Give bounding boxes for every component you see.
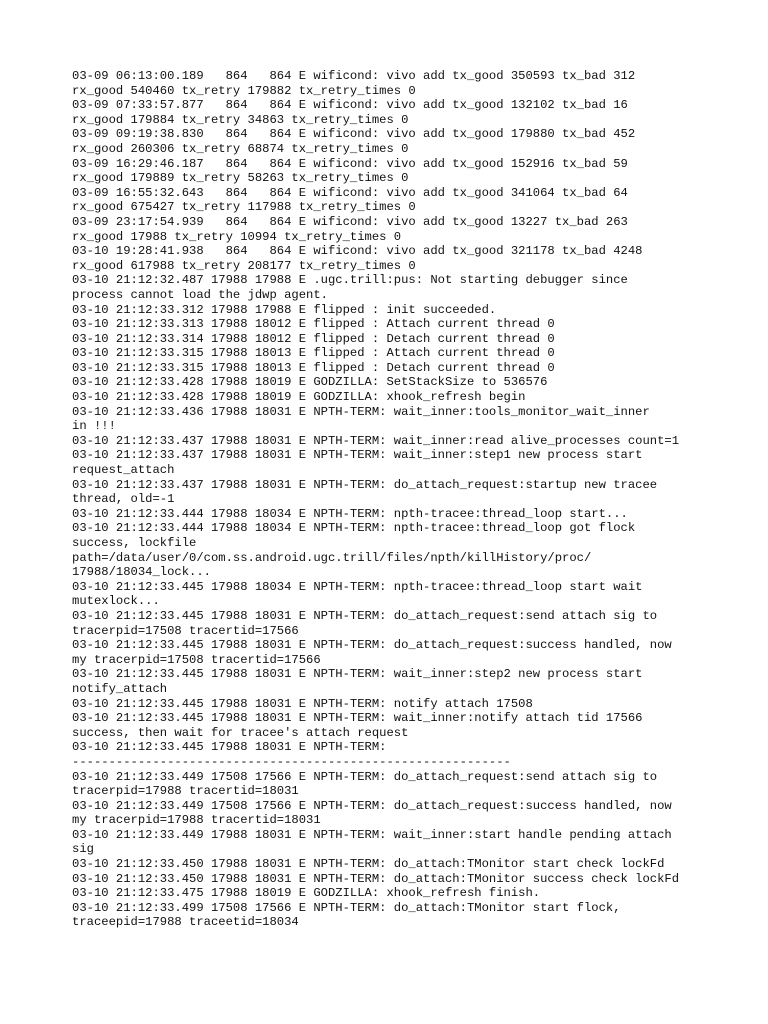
log-line: 03-10 21:12:33.449 17988 18031 E NPTH-TERM: wait_inner:start handle pending attach bbox=[72, 827, 672, 842]
log-line: 03-10 21:12:33.428 17988 18019 E GODZILLA: SetStackSize to 536576 bbox=[72, 375, 548, 390]
log-line: process cannot load the jdwp agent. bbox=[72, 287, 328, 302]
log-line: 03-10 21:12:33.450 17988 18031 E NPTH-TERM: do_attach:TMonitor start check lockFd bbox=[72, 857, 665, 872]
log-line: 03-09 23:17:54.939 864 864 E wificond: vivo add tx_good 13227 tx_bad 263 bbox=[72, 214, 628, 229]
log-line: 03-10 21:12:33.450 17988 18031 E NPTH-TERM: do_attach:TMonitor success check lockFd bbox=[72, 871, 680, 886]
log-line: 03-10 21:12:33.437 17988 18031 E NPTH-TERM: wait_inner:read alive_processes count=1 bbox=[72, 433, 680, 448]
log-line: 03-10 21:12:33.445 17988 18031 E NPTH-TERM: do_attach_request:send attach sig to bbox=[72, 608, 658, 623]
log-line: 17988/18034_lock... bbox=[72, 565, 211, 580]
log-line: rx_good 17988 tx_retry 10994 tx_retry_times 0 bbox=[72, 229, 402, 244]
log-line: sig bbox=[72, 842, 94, 857]
log-line: 03-10 21:12:33.445 17988 18031 E NPTH-TERM: wait_inner:notify attach tid 17566 bbox=[72, 711, 643, 726]
log-line: rx_good 179889 tx_retry 58263 tx_retry_times 0 bbox=[72, 171, 409, 186]
log-line: 03-10 21:12:33.449 17508 17566 E NPTH-TERM: do_attach_request:success handled, now bbox=[72, 798, 672, 813]
log-line: 03-10 21:12:33.449 17508 17566 E NPTH-TERM: do_attach_request:send attach sig to bbox=[72, 769, 658, 784]
log-line: rx_good 179884 tx_retry 34863 tx_retry_times 0 bbox=[72, 112, 409, 127]
log-line: 03-09 16:55:32.643 864 864 E wificond: vivo add tx_good 341064 tx_bad 64 bbox=[72, 185, 628, 200]
log-line: thread, old=-1 bbox=[72, 492, 175, 507]
log-line: 03-10 21:12:33.437 17988 18031 E NPTH-TERM: do_attach_request:startup new tracee bbox=[72, 477, 658, 492]
log-line: 03-10 21:12:33.445 17988 18031 E NPTH-TERM: wait_inner:step2 new process start bbox=[72, 667, 643, 682]
log-line: rx_good 260306 tx_retry 68874 tx_retry_times 0 bbox=[72, 141, 409, 156]
log-line: notify_attach bbox=[72, 681, 168, 696]
log-line: 03-10 21:12:33.475 17988 18019 E GODZILLA: xhook_refresh finish. bbox=[72, 886, 541, 901]
log-line: 03-10 21:12:33.428 17988 18019 E GODZILLA: xhook_refresh begin bbox=[72, 390, 526, 405]
log-line: 03-10 21:12:33.312 17988 17988 E flipped : init succeeded. bbox=[72, 302, 497, 317]
log-line: traceepid=17988 traceetid=18034 bbox=[72, 915, 299, 930]
log-line: 03-10 21:12:33.436 17988 18031 E NPTH-TERM: wait_inner:tools_monitor_wait_inner bbox=[72, 404, 650, 419]
log-document bbox=[72, 69, 712, 930]
log-line: 03-10 21:12:33.444 17988 18034 E NPTH-TERM: npth-tracee:thread_loop start... bbox=[72, 506, 628, 521]
log-line: ------------------------------------------------------------ bbox=[72, 754, 511, 769]
log-line: path=/data/user/0/com.ss.android.ugc.trill/files/npth/killHistory/proc/ bbox=[72, 550, 592, 565]
log-line: 03-10 21:12:33.315 17988 18013 E flipped : Detach current thread 0 bbox=[72, 360, 555, 375]
log-line: 03-10 21:12:33.445 17988 18031 E NPTH-TERM: do_attach_request:success handled, now bbox=[72, 638, 672, 653]
log-line: 03-10 21:12:33.499 17508 17566 E NPTH-TERM: do_attach:TMonitor start flock, bbox=[72, 900, 621, 915]
log-line: 03-10 21:12:33.445 17988 18031 E NPTH-TERM: bbox=[72, 740, 387, 755]
log-line: my tracerpid=17508 tracertid=17566 bbox=[72, 652, 321, 667]
log-line: 03-10 21:12:33.444 17988 18034 E NPTH-TERM: npth-tracee:thread_loop got flock bbox=[72, 521, 636, 536]
log-line: tracerpid=17988 tracertid=18031 bbox=[72, 784, 299, 799]
log-line: mutexlock... bbox=[72, 594, 160, 609]
log-line: 03-10 19:28:41.938 864 864 E wificond: vivo add tx_good 321178 tx_bad 4248 bbox=[72, 244, 643, 259]
log-line: 03-10 21:12:33.313 17988 18012 E flipped : Attach current thread 0 bbox=[72, 317, 555, 332]
log-line: success, lockfile bbox=[72, 536, 197, 550]
log-line: rx_good 675427 tx_retry 117988 tx_retry_times 0 bbox=[72, 200, 416, 215]
log-line: 03-10 21:12:32.487 17988 17988 E .ugc.trill:pus: Not starting debugger since bbox=[72, 273, 628, 288]
log-line: 03-10 21:12:33.437 17988 18031 E NPTH-TERM: wait_inner:step1 new process start bbox=[72, 448, 643, 463]
log-line: request_attach bbox=[72, 463, 175, 478]
log-line: 03-10 21:12:33.314 17988 18012 E flipped : Detach current thread 0 bbox=[72, 331, 555, 346]
log-line: 03-09 16:29:46.187 864 864 E wificond: vivo add tx_good 152916 tx_bad 59 bbox=[72, 156, 628, 171]
log-line: 03-10 21:12:33.315 17988 18013 E flipped : Attach current thread 0 bbox=[72, 346, 555, 361]
log-line: 03-10 21:12:33.445 17988 18031 E NPTH-TERM: notify attach 17508 bbox=[72, 696, 533, 711]
log-line: rx_good 617988 tx_retry 208177 tx_retry_times 0 bbox=[72, 258, 416, 273]
log-line: 03-09 09:19:38.830 864 864 E wificond: vivo add tx_good 179880 tx_bad 452 bbox=[72, 127, 636, 142]
log-line: tracerpid=17508 tracertid=17566 bbox=[72, 623, 299, 638]
log-line: in !!! bbox=[72, 419, 116, 434]
log-line: rx_good 540460 tx_retry 179882 tx_retry_times 0 bbox=[72, 83, 416, 98]
log-line: success, then wait for tracee's attach request bbox=[72, 725, 409, 740]
log-line: 03-09 07:33:57.877 864 864 E wificond: vivo add tx_good 132102 tx_bad 16 bbox=[72, 98, 628, 113]
log-line: my tracerpid=17988 tracertid=18031 bbox=[72, 813, 321, 828]
log-line: 03-09 06:13:00.189 864 864 E wificond: vivo add tx_good 350593 tx_bad 312 bbox=[72, 69, 636, 83]
log-line: 03-10 21:12:33.445 17988 18034 E NPTH-TERM: npth-tracee:thread_loop start wait bbox=[72, 579, 643, 594]
